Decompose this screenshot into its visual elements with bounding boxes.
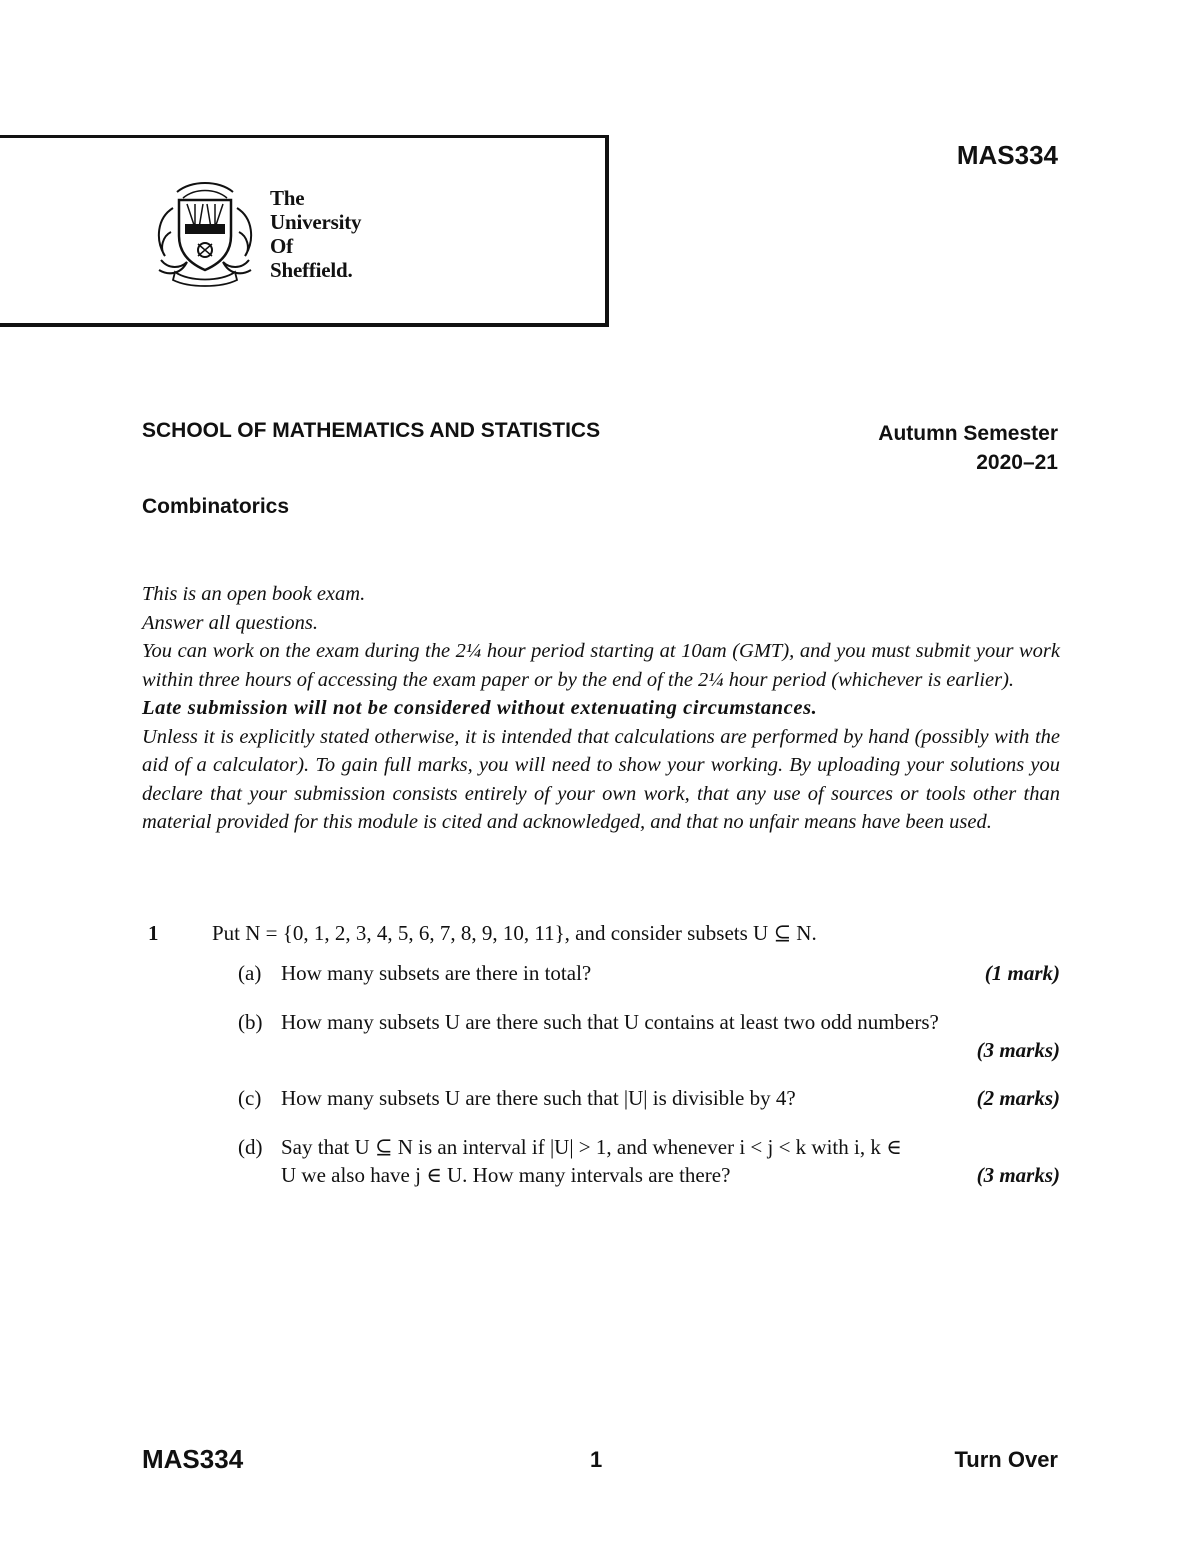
- part-text: How many subsets are there in total?: [281, 961, 592, 985]
- question-part-d: [238, 1133, 1060, 1189]
- university-name-line: The: [270, 186, 305, 210]
- question-part-b: [238, 1008, 1060, 1064]
- academic-year: 2020–21: [976, 451, 1058, 474]
- course-title: Combinatorics: [142, 495, 290, 518]
- exam-instructions: [142, 580, 1060, 837]
- question-stem: Put N = {0, 1, 2, 3, 4, 5, 6, 7, 8, 9, 10, 11}, and consider subsets U ⊆ N.: [212, 921, 817, 945]
- semester-block: [878, 419, 1058, 477]
- instruction-line: Answer all questions.: [142, 611, 318, 634]
- instruction-line: This is an open book exam.: [142, 583, 366, 605]
- part-text: Say that U ⊆ N is an interval if |U| > 1, and whenever i < j < k with i, k ∈ U we also have j ∈ U. How many intervals are there?: [281, 1135, 902, 1187]
- part-marks: (2 marks): [976, 1086, 1060, 1110]
- page-number: 1: [590, 1447, 603, 1472]
- university-name-line: University: [270, 210, 362, 234]
- question-part-c: [238, 1084, 1060, 1112]
- footer-module-code: MAS334: [142, 1444, 244, 1474]
- late-submission-warning: Late submission will not be considered without extenuating circumstances.: [142, 697, 818, 719]
- turn-over-label: Turn Over: [954, 1447, 1058, 1472]
- university-name-line: Of: [270, 234, 293, 258]
- question-number: 1: [148, 921, 159, 945]
- part-text: How many subsets U are there such that U contains at least two odd numbers?: [281, 1010, 939, 1034]
- part-label: (b): [238, 1010, 263, 1034]
- university-crest-icon: [155, 178, 255, 290]
- university-name-line: Sheffield.: [270, 258, 353, 282]
- part-marks: (3 marks): [976, 1038, 1060, 1062]
- instruction-line: You can work on the exam during the 2¼ hour period starting at 10am (GMT), and you must submit your work within three hours of accessing the exam paper or by the end of the 2¼ hour period (whichever is earlier).: [142, 640, 1060, 691]
- part-text: How many subsets U are there such that |U| is divisible by 4?: [281, 1086, 796, 1110]
- instruction-line: Unless it is explicitly stated otherwise, it is intended that calculations are performed by hand (possibly with the aid of a calculator). To gain full marks, you will need to show your working. By uploading your solutions you declare that your submission consists entirely of your own work, that any use of sources or tools other than material provided for this module is cited and acknowledged, and that no unfair means have been used.: [142, 725, 1060, 833]
- semester-label: Autumn Semester: [878, 422, 1058, 445]
- part-label: (d): [238, 1135, 263, 1159]
- part-marks: (3 marks): [976, 1163, 1060, 1187]
- module-code-header: MAS334: [956, 140, 1058, 170]
- part-marks: (1 mark): [984, 961, 1060, 985]
- question-part-a: [238, 959, 1060, 987]
- school-name: SCHOOL OF MATHEMATICS AND STATISTICS: [142, 419, 601, 442]
- university-name: [270, 186, 361, 282]
- part-label: (c): [238, 1086, 262, 1110]
- part-label: (a): [238, 961, 262, 985]
